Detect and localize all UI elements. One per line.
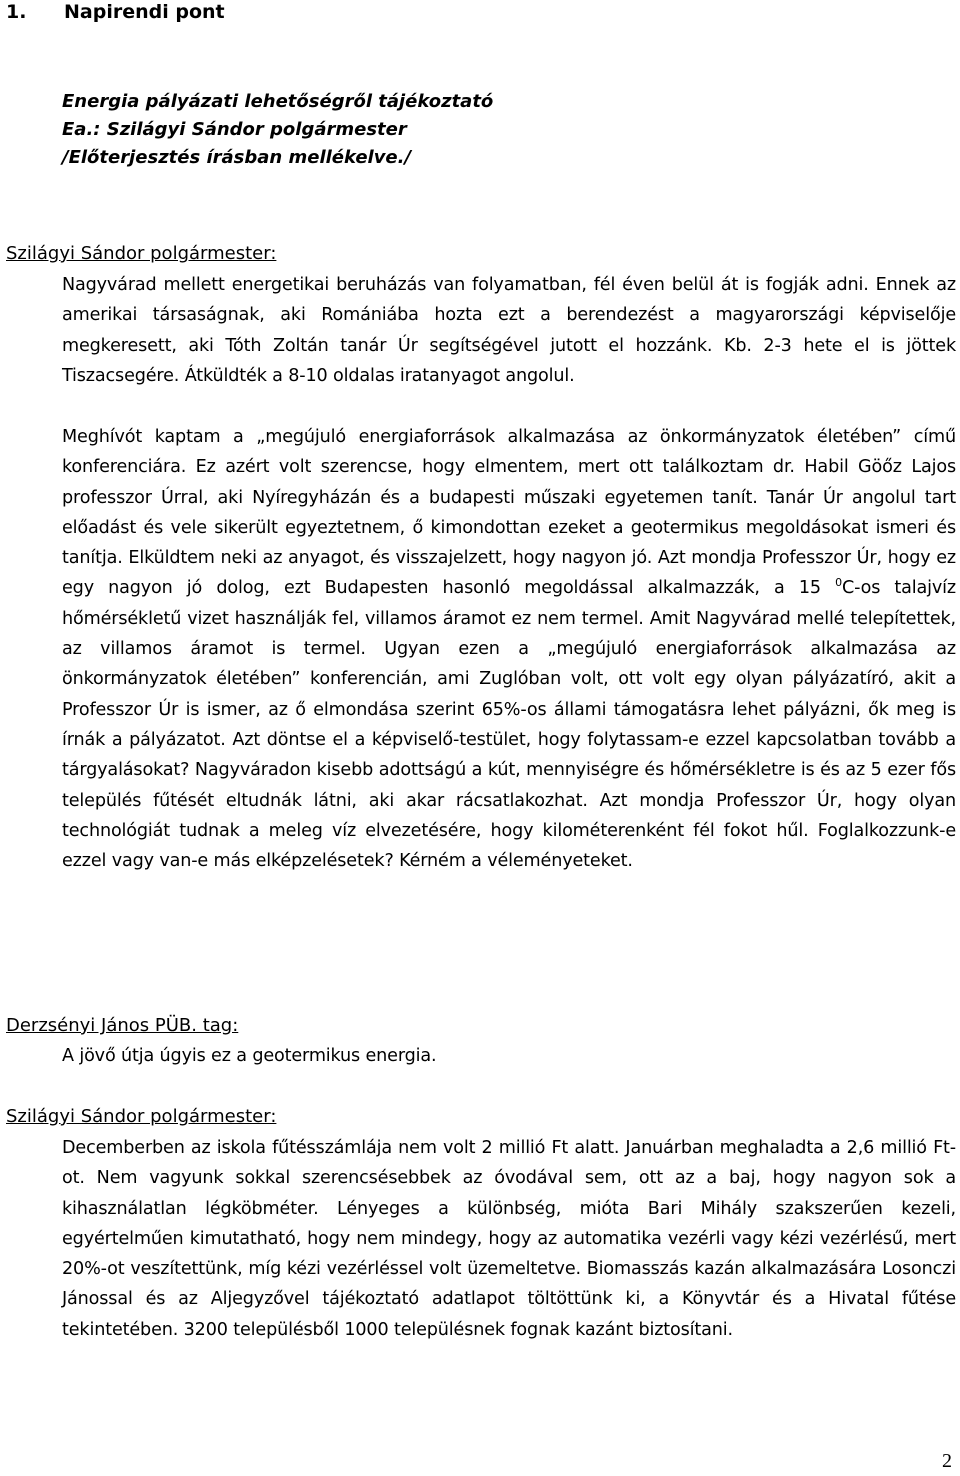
- speaker-label-1: Szilágyi Sándor polgármester:: [6, 243, 277, 264]
- agenda-number: 1.: [6, 1, 27, 23]
- paragraph-4: Decemberben az iskola fűtésszámlája nem volt 2 millió Ft alatt. Januárban meghaladta a 2,6 millió Ft-ot. Nem vagyunk sokkal szerencsésebbek az óvodával sem, ott az a baj, hogy nagyon sok a kihasználatlan légköbméter. Lényeges a különbség, mióta Bari Mihály szakszerűen kezeli, egyértelműen kimutatható, hogy nem mindegy, hogy az automatika vezérli vagy kézi vezérlésű, mert 20%-ot veszítettünk, míg kézi vezérléssel volt üzemeltetve. Biomasszás kazán alkalmazására Losonczi Jánossal és az Aljegyzővel tájékoztató adatlapot töltöttünk ki, a Könyvtár és a Hivatal fűtése tekintetében. 3200 településből 1000 településnek fognak kazánt biztosítani.: [62, 1138, 956, 1340]
- intro-presenter: Ea.: Szilágyi Sándor polgármester: [62, 119, 407, 140]
- paragraph-2-part-a: Meghívót kaptam a „megújuló energiaforrások alkalmazása az önkormányzatok életében” című konferenciára. Ez azért volt szerencse, hogy elmentem, mert ott találkoztam dr. Habil Göőz Lajos professzor Úrral, aki Nyíregyházán és a budapesti műszaki egyetemen tanít. Tanár Úr angolul tart előadást és vele sikerült egyeztetnem, ő kimondottan ezeket a geotermikus megoldásokat ismeri és tanítja. Elküldtem neki az anyagot, és visszajelzett, hogy nagyon jó. Azt mondja Professzor Úr, hogy ez egy nagyon jó dolog, ezt Budapesten hasonló megoldással alkalmazzák, a 15: [62, 427, 956, 599]
- speaker-label-2: Derzsényi János PÜB. tag:: [6, 1015, 239, 1036]
- intro-note: /Előterjesztés írásban mellékelve./: [62, 147, 412, 168]
- paragraph-2-part-b: C-os talajvíz hőmérsékletű vizet használják fel, villamos áramot ez nem termel. Amit Nagyvárad mellé telepítettek, az villamos áramot is termel. Ugyan ezen a „megújuló energiaforrások alkalmazása az önkormányzatok életében” konferencián, ami Zuglóban volt, ott volt egy olyan pályázatíró, akit a Professzor Úr is ismer, az ő elmondása szerint 65%-os állami támogatásra lehet pályázni, ők meg is írnák a pályázatot. Azt döntse el a képviselő-testület, hogy folytassam-e ezzel kapcsolatban tovább a tárgyalásokat? Nagyváradon kisebb adottságú a kút, mennyiségre és hőmérsékletre is és az 5 ezer fős település fűtését eltudnák látni, aki akar rácsatlakozhat. Azt mondja Professzor Úr, hogy olyan technológiát tudnak a meleg víz elvezetésére, hogy kilométerenként fél fokot hűl. Foglalkozzunk-e ezzel vagy van-e más elképzelésetek? Kérném a véleményeteket.: [62, 578, 956, 872]
- degree-superscript: 0: [835, 576, 842, 590]
- paragraph-1: Nagyvárad mellett energetikai beruházás van folyamatban, fél éven belül át is fogják adni. Ennek az amerikai társaságnak, aki Romániába hozta ezt a berendezést a magyarországi képviselője megkeresett, aki Tóth Zoltán tanár Úr segítségével jutott el hozzánk. Kb. 2-3 hete el is jöttek Tiszacsegére. Átküldték a 8-10 oldalas iratanyagot angolul.: [62, 275, 956, 386]
- intro-topic: Energia pályázati lehetőségről tájékoztató: [62, 91, 494, 112]
- speaker-label-3: Szilágyi Sándor polgármester:: [6, 1106, 277, 1127]
- paragraph-2: [62, 422, 956, 876]
- agenda-title: Napirendi pont: [64, 1, 225, 23]
- agenda-heading: [6, 0, 225, 26]
- paragraph-3: A jövő útja úgyis ez a geotermikus energia.: [62, 1046, 437, 1066]
- agenda-intro: [62, 88, 942, 172]
- page-number: 2: [942, 1450, 952, 1472]
